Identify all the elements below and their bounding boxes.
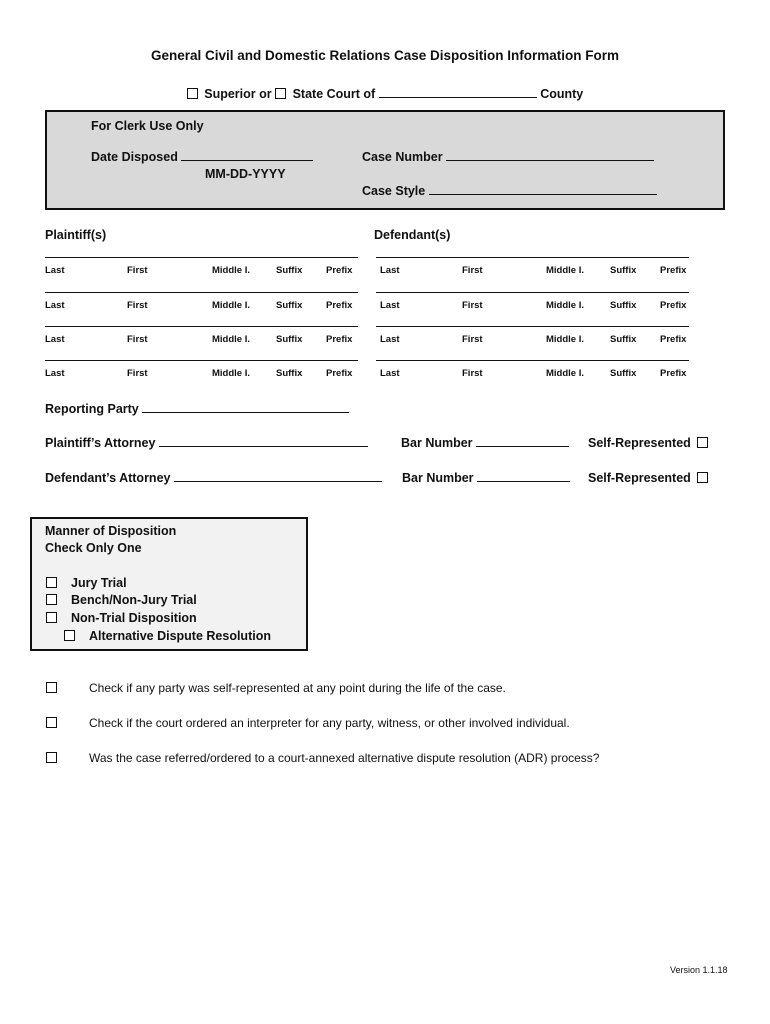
- case-style-label: Case Style: [362, 184, 426, 198]
- court-selection-row: [0, 87, 770, 101]
- manner-of-disposition-box: [30, 517, 308, 651]
- middle-initial-label: Middle I.: [546, 334, 584, 345]
- last-label: Last: [45, 368, 65, 379]
- option-label: Non-Trial Disposition: [71, 611, 197, 625]
- bar-number-label: Bar Number: [401, 436, 473, 450]
- self-represented-label: Self-Represented: [588, 471, 691, 485]
- case-style-row: [362, 184, 657, 198]
- prefix-label: Prefix: [326, 265, 353, 276]
- defendant-self-represented-checkbox[interactable]: [697, 472, 708, 483]
- date-format-hint: MM-DD-YYYY: [205, 167, 286, 181]
- manner-option-adr[interactable]: [64, 629, 271, 643]
- prefix-label: Prefix: [660, 368, 687, 379]
- defendant-name-line: [376, 360, 689, 361]
- self-represented-label: Self-Represented: [588, 436, 691, 450]
- question-text: Check if any party was self-represented at any point during the life of the case.: [89, 681, 506, 695]
- plaintiff-bar-number-row: [401, 436, 569, 450]
- suffix-label: Suffix: [610, 368, 637, 379]
- bar-number-label: Bar Number: [402, 471, 474, 485]
- case-number-row: [362, 150, 654, 164]
- plaintiff-attorney-field[interactable]: [159, 436, 368, 447]
- question-interpreter: [46, 716, 570, 730]
- defendant-attorney-field[interactable]: [174, 471, 382, 482]
- superior-court-checkbox[interactable]: [187, 88, 198, 99]
- plaintiff-attorney-row: [45, 436, 368, 450]
- first-label: First: [127, 300, 148, 311]
- last-label: Last: [380, 265, 400, 276]
- form-title: General Civil and Domestic Relations Case Disposition Information Form: [150, 48, 620, 63]
- plaintiff-self-represented-checkbox[interactable]: [697, 437, 708, 448]
- first-label: First: [127, 368, 148, 379]
- middle-initial-label: Middle I.: [212, 300, 250, 311]
- first-label: First: [127, 265, 148, 276]
- defendant-name-row[interactable]: [376, 334, 689, 348]
- case-style-field[interactable]: [429, 184, 657, 195]
- defendants-heading: Defendant(s): [374, 228, 451, 242]
- case-number-field[interactable]: [446, 150, 654, 161]
- suffix-label: Suffix: [610, 300, 637, 311]
- defendant-name-line: [376, 326, 689, 327]
- manner-option-bench-trial[interactable]: [46, 593, 197, 607]
- plaintiff-name-row[interactable]: [45, 300, 358, 314]
- first-label: First: [462, 265, 483, 276]
- plaintiff-name-line: [45, 360, 358, 361]
- plaintiff-name-row[interactable]: [45, 265, 358, 279]
- last-label: Last: [45, 300, 65, 311]
- option-label: Alternative Dispute Resolution: [89, 629, 271, 643]
- reporting-party-field[interactable]: [142, 402, 349, 413]
- date-disposed-label: Date Disposed: [91, 150, 178, 164]
- manner-subheading: Check Only One: [45, 541, 142, 555]
- plaintiff-name-row[interactable]: [45, 368, 358, 382]
- defendant-bar-number-field[interactable]: [477, 471, 570, 482]
- plaintiff-self-represented-row: [588, 436, 711, 450]
- option-label: Jury Trial: [71, 576, 127, 590]
- suffix-label: Suffix: [276, 334, 303, 345]
- defendant-bar-number-row: [402, 471, 570, 485]
- plaintiffs-heading: Plaintiff(s): [45, 228, 107, 242]
- case-number-label: Case Number: [362, 150, 443, 164]
- bench-trial-checkbox[interactable]: [46, 594, 57, 605]
- superior-court-label: Superior or: [204, 87, 272, 101]
- manner-option-jury-trial[interactable]: [46, 576, 127, 590]
- question-text: Was the case referred/ordered to a court-annexed alternative dispute resolution (ADR) process?: [89, 751, 600, 765]
- last-label: Last: [45, 334, 65, 345]
- middle-initial-label: Middle I.: [212, 334, 250, 345]
- county-name-field[interactable]: [379, 87, 537, 98]
- suffix-label: Suffix: [276, 265, 303, 276]
- manner-option-non-trial[interactable]: [46, 611, 197, 625]
- option-label: Bench/Non-Jury Trial: [71, 593, 197, 607]
- plaintiff-bar-number-field[interactable]: [476, 436, 569, 447]
- middle-initial-label: Middle I.: [546, 265, 584, 276]
- manner-heading: Manner of Disposition: [45, 524, 177, 538]
- non-trial-checkbox[interactable]: [46, 612, 57, 623]
- jury-trial-checkbox[interactable]: [46, 577, 57, 588]
- adr-referral-checkbox[interactable]: [46, 752, 57, 763]
- prefix-label: Prefix: [660, 334, 687, 345]
- first-label: First: [462, 300, 483, 311]
- question-adr-referral: [46, 751, 599, 765]
- last-label: Last: [45, 265, 65, 276]
- plaintiff-name-line: [45, 326, 358, 327]
- first-label: First: [127, 334, 148, 345]
- clerk-use-box: [45, 110, 725, 210]
- plaintiff-name-line: [45, 257, 358, 258]
- last-label: Last: [380, 300, 400, 311]
- defendant-name-row[interactable]: [376, 368, 689, 382]
- middle-initial-label: Middle I.: [212, 265, 250, 276]
- question-text: Check if the court ordered an interpreter for any party, witness, or other involved individual.: [89, 716, 570, 730]
- reporting-party-row: [45, 402, 349, 416]
- state-court-label: State Court of: [292, 87, 376, 101]
- defendant-attorney-row: [45, 471, 382, 485]
- prefix-label: Prefix: [660, 265, 687, 276]
- middle-initial-label: Middle I.: [546, 300, 584, 311]
- defendant-name-row[interactable]: [376, 265, 689, 279]
- interpreter-checkbox[interactable]: [46, 717, 57, 728]
- form-version: Version 1.1.18: [670, 965, 728, 975]
- middle-initial-label: Middle I.: [212, 368, 250, 379]
- suffix-label: Suffix: [276, 368, 303, 379]
- clerk-heading: For Clerk Use Only: [91, 119, 204, 133]
- last-label: Last: [380, 334, 400, 345]
- prefix-label: Prefix: [660, 300, 687, 311]
- adr-checkbox[interactable]: [64, 630, 75, 641]
- plaintiff-name-line: [45, 292, 358, 293]
- prefix-label: Prefix: [326, 334, 353, 345]
- question-self-represented: [46, 681, 506, 695]
- self-represented-any-point-checkbox[interactable]: [46, 682, 57, 693]
- defendant-name-line: [376, 257, 689, 258]
- prefix-label: Prefix: [326, 300, 353, 311]
- plaintiff-attorney-label: Plaintiff’s Attorney: [45, 436, 156, 450]
- state-court-checkbox[interactable]: [275, 88, 286, 99]
- prefix-label: Prefix: [326, 368, 353, 379]
- date-disposed-row: [91, 150, 313, 164]
- first-label: First: [462, 334, 483, 345]
- defendant-self-represented-row: [588, 471, 711, 485]
- defendant-attorney-label: Defendant’s Attorney: [45, 471, 171, 485]
- last-label: Last: [380, 368, 400, 379]
- date-disposed-field[interactable]: [181, 150, 313, 161]
- suffix-label: Suffix: [276, 300, 303, 311]
- first-label: First: [462, 368, 483, 379]
- plaintiff-name-row[interactable]: [45, 334, 358, 348]
- suffix-label: Suffix: [610, 334, 637, 345]
- middle-initial-label: Middle I.: [546, 368, 584, 379]
- defendant-name-line: [376, 292, 689, 293]
- county-label: County: [540, 87, 584, 101]
- reporting-party-label: Reporting Party: [45, 402, 139, 416]
- defendant-name-row[interactable]: [376, 300, 689, 314]
- suffix-label: Suffix: [610, 265, 637, 276]
